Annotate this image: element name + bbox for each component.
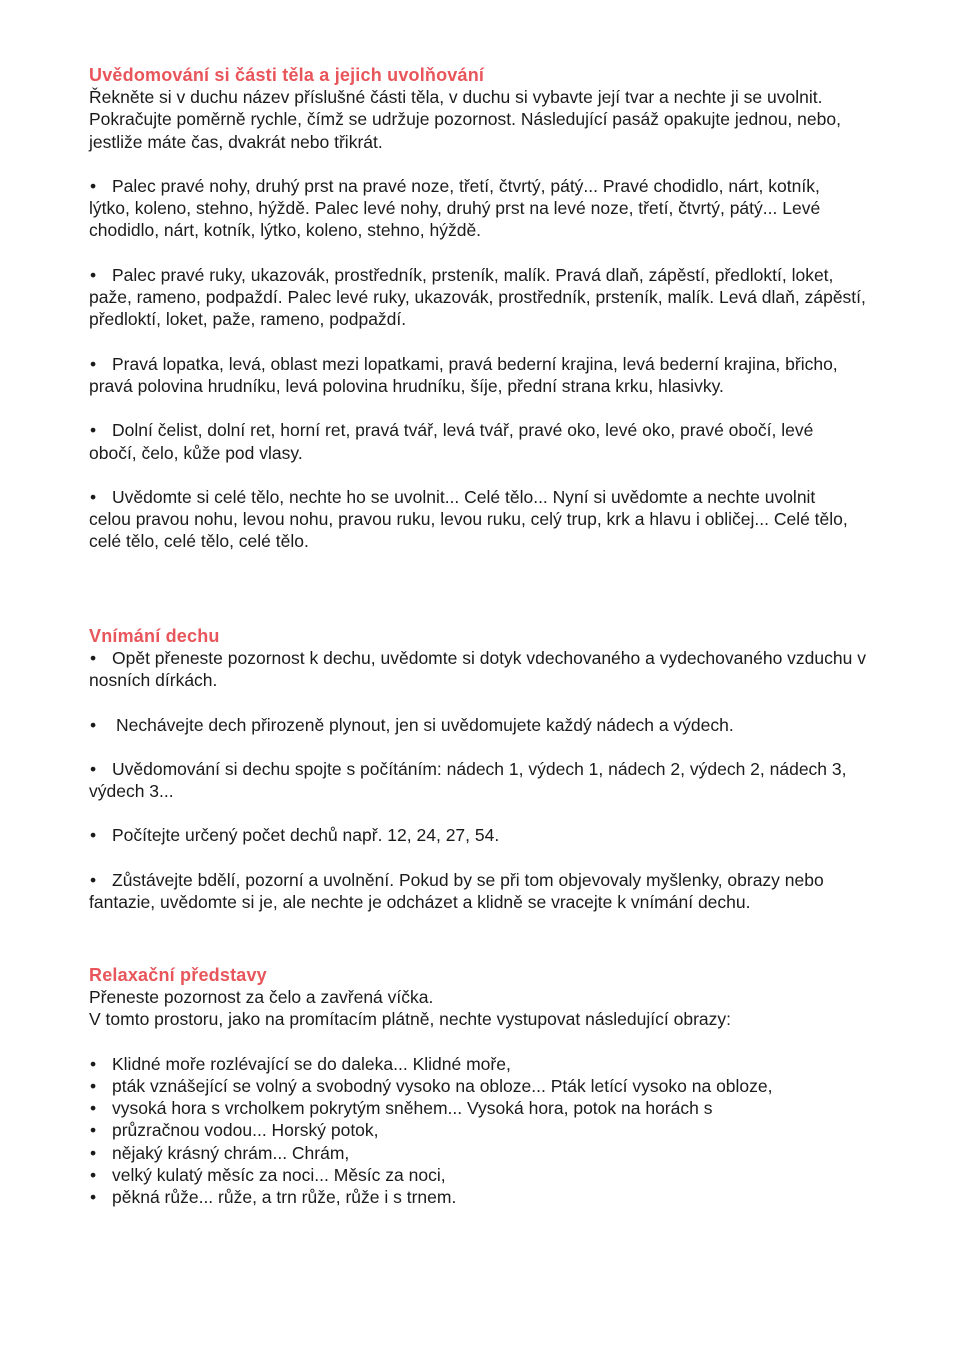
bullet-icon: •: [90, 869, 97, 890]
intro-paragraph: Přeneste pozornost za čelo a zavřená víčka.: [89, 987, 434, 1007]
bullet-icon: •: [90, 175, 97, 196]
bullet-item: [89, 714, 879, 736]
bullet-icon: •: [90, 1187, 97, 1208]
list-item: [89, 1119, 879, 1141]
bullet-text: Zůstávejte bdělí, pozorní a uvolnění. Pokud by se při tom objevovaly myšlenky, obrazy nebo fantazie, uvědomte si je, ale nechte je odcházet a klidně se vracejte k vnímání dechu.: [89, 869, 824, 913]
bullet-text: Uvědomování si dechu spojte s počítáním: nádech 1, výdech 1, nádech 2, výdech 2, nádech 3, výdech 3...: [89, 758, 847, 802]
bullet-item: [89, 353, 879, 398]
list-item: [89, 1053, 879, 1075]
bullet-item: [89, 264, 874, 331]
bullet-item: [89, 869, 879, 914]
bullet-text: Palec pravé ruky, ukazovák, prostředník, prsteník, malík. Pravá dlaň, zápěstí, předloktí, loket, paže, rameno, podpaždí. Palec levé ruky, ukazovák, prostředník, prsteník, malík. Levá dlaň, zápěstí, předloktí, loket, paže, rameno, podpaždí.: [89, 264, 866, 330]
list-item: [89, 1142, 879, 1164]
bullet-icon: •: [90, 1075, 97, 1096]
intro-paragraph: Pokračujte poměrně rychle, čímž se udržuje pozornost. Následující pasáž opakujte jednou, nebo, jestliže máte čas, dvakrát nebo třikrát.: [89, 109, 841, 152]
bullet-text: Nechávejte dech přirozeně plynout, jen si uvědomujete každý nádech a výdech.: [116, 714, 734, 735]
section-heading: Uvědomování si části těla a jejich uvolňování: [89, 65, 485, 85]
bullet-text: Dolní čelist, dolní ret, horní ret, pravá tvář, levá tvář, pravé oko, levé oko, pravé obočí, levé obočí, čelo, kůže pod vlasy.: [89, 420, 814, 463]
list-item-text: vysoká hora s vrcholkem pokrytým sněhem... Vysoká hora, potok na horách s: [112, 1098, 713, 1119]
bullet-icon: •: [90, 420, 97, 441]
bullet-item: [89, 758, 849, 803]
intro-paragraph: Řekněte si v duchu název příslušné části těla, v duchu si vybavte její tvar a nechte ji se uvolnit.: [89, 87, 823, 107]
bullet-icon: •: [90, 1165, 97, 1186]
bullet-icon: •: [90, 1120, 97, 1141]
bullet-item: [89, 486, 849, 553]
bullet-item: [89, 824, 879, 846]
bullet-text: Pravá lopatka, levá, oblast mezi lopatkami, pravá bederní krajina, levá bederní krajina, břicho, pravá polovina hrudníku, levá polovina hrudníku, šíje, přední strana krku, hlasivky.: [89, 353, 838, 396]
bullet-icon: •: [90, 1053, 97, 1074]
list-item-text: pták vznášející se volný a svobodný vysoko na obloze... Pták letící vysoko na obloze,: [112, 1075, 773, 1096]
list-item: [89, 1075, 879, 1097]
list-item-text: nějaký krásný chrám... Chrám,: [112, 1142, 350, 1163]
bullet-icon: •: [90, 714, 97, 735]
bullet-icon: •: [90, 353, 97, 374]
intro-paragraph: V tomto prostoru, jako na promítacím plátně, nechte vystupovat následující obrazy:: [89, 1009, 731, 1030]
bullet-item: [89, 419, 859, 464]
imagery-list: [89, 1053, 879, 1209]
bullet-icon: •: [90, 1142, 97, 1163]
bullet-icon: •: [90, 758, 97, 779]
section-relaxation-images: [89, 964, 879, 1209]
section-breathing: [89, 625, 879, 913]
list-item-text: pěkná růže... růže, a trn růže, růže i s trnem.: [112, 1187, 457, 1208]
bullet-icon: •: [90, 648, 97, 668]
list-item: [89, 1186, 879, 1208]
bullet-text: Palec pravé nohy, druhý prst na pravé noze, třetí, čtvrtý, pátý... Pravé chodidlo, nárt, kotník, lýtko, koleno, stehno, hýždě. Palec levé nohy, druhý prst na levé noze, třetí, čtvrtý, pátý... Levé chodidlo, nárt, kotník, lýtko, koleno, stehno, hýždě.: [89, 175, 821, 241]
section-body-parts: [89, 64, 879, 553]
bullet-text: Uvědomte si celé tělo, nechte ho se uvolnit... Celé tělo... Nyní si uvědomte a nechte uvolnit celou pravou nohu, levou nohu, pravou ruku, levou ruku, celý trup, krk a hlavu i obličej... Celé tělo, celé tělo, celé tělo, celé tělo.: [89, 486, 848, 552]
bullet-item: [89, 647, 869, 692]
bullet-item: [89, 175, 849, 242]
section-heading: Relaxační představy: [89, 965, 267, 985]
list-item-text: Klidné moře rozlévající se do daleka... Klidné moře,: [112, 1053, 511, 1074]
bullet-icon: •: [90, 486, 97, 507]
bullet-text: Opět přeneste pozornost k dechu, uvědomte si dotyk vdechovaného a vydechovaného vzduchu v nosních dírkách.: [89, 648, 866, 691]
bullet-icon: •: [90, 264, 97, 285]
bullet-icon: •: [90, 1098, 97, 1119]
list-item: [89, 1164, 879, 1186]
bullet-icon: •: [90, 825, 97, 846]
bullet-text: Počítejte určený počet dechů např. 12, 24, 27, 54.: [112, 825, 500, 846]
list-item-text: průzračnou vodou... Horský potok,: [112, 1120, 379, 1141]
list-item-text: velký kulatý měsíc za noci... Měsíc za noci,: [112, 1165, 446, 1186]
section-heading: Vnímání dechu: [89, 626, 220, 646]
list-item: [89, 1097, 879, 1119]
